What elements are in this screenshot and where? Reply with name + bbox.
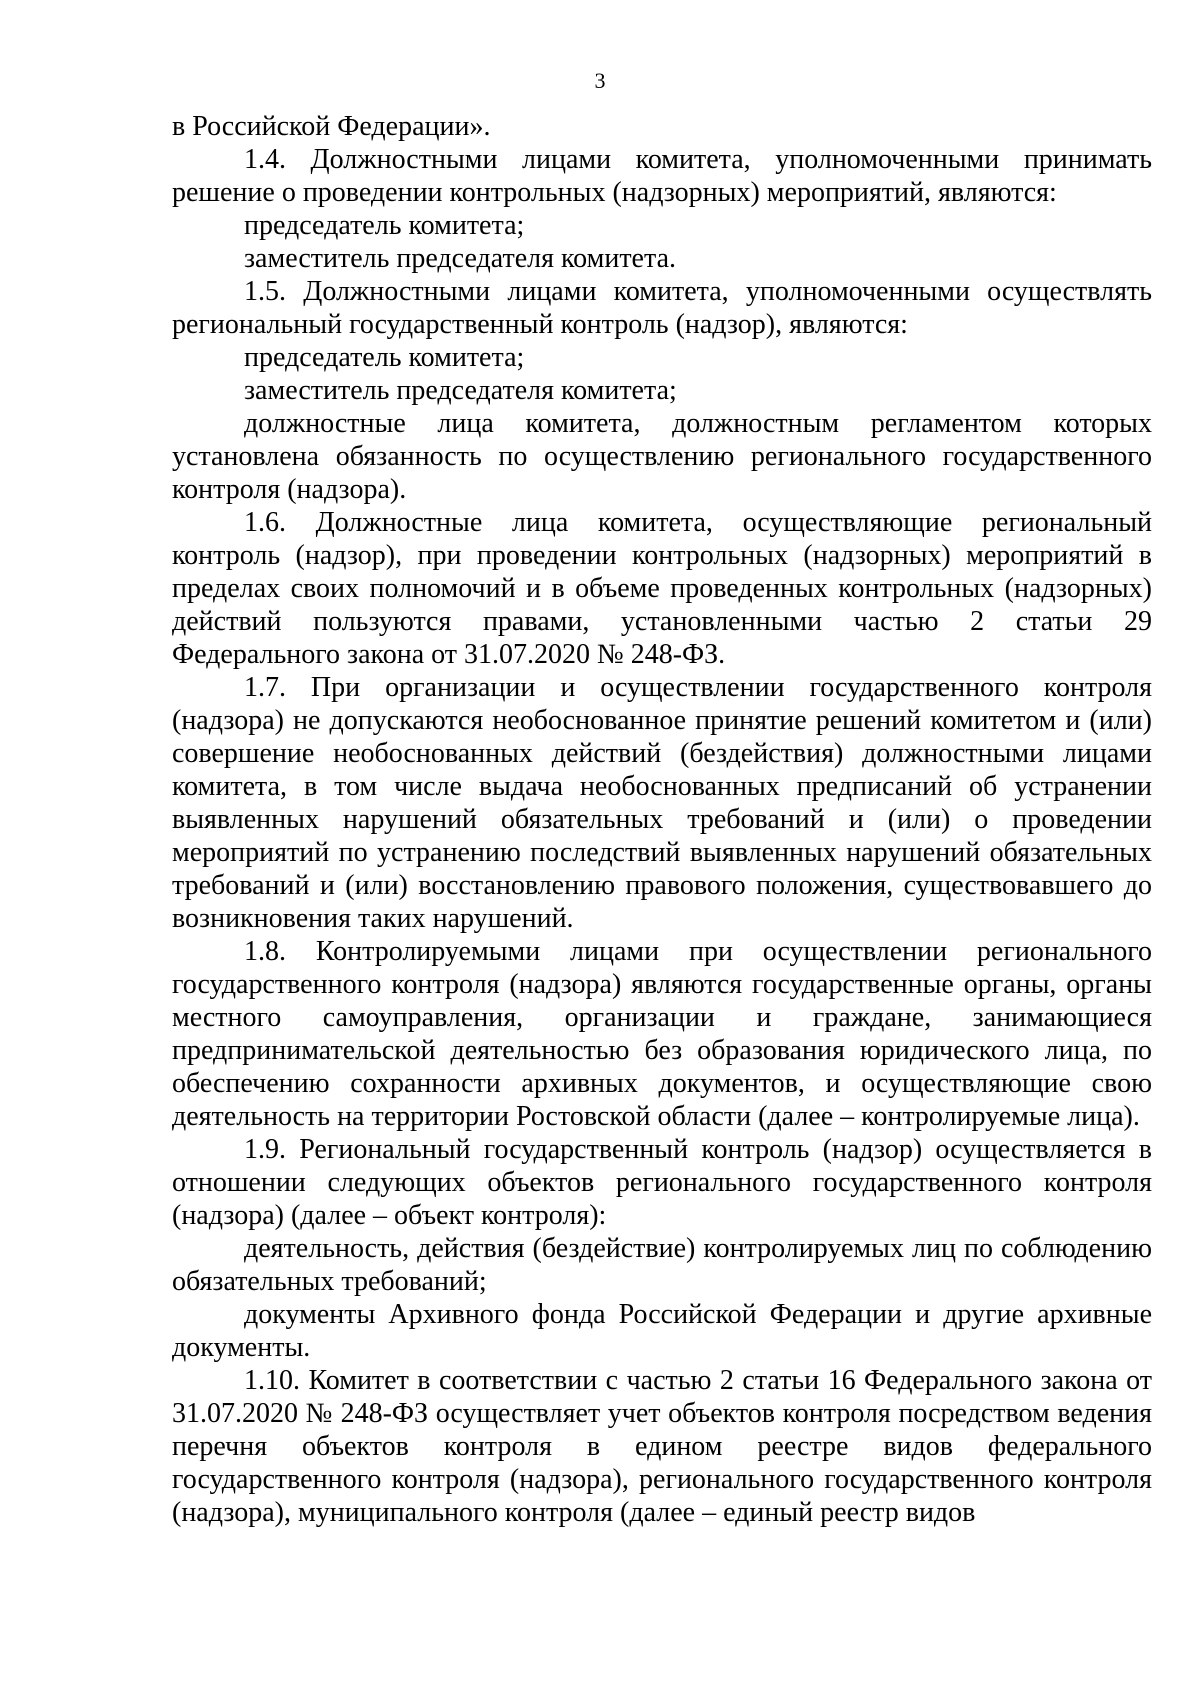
document-body	[172, 110, 1152, 1529]
paragraph-1-10: 1.10. Комитет в соответствии с частью 2 статьи 16 Федерального закона от 31.07.2020 № 248-ФЗ осуществляет учет объектов контроля посредством ведения перечня объектов контроля в едином реестре видов федерального государственного контроля (надзора), регионального государственного контроля (надзора), муниципального контроля (далее – единый реестр видов	[172, 1365, 1152, 1528]
paragraph-1-9: 1.9. Региональный государственный контроль (надзор) осуществляется в отношении следующих объектов регионального государственного контроля (надзора) (далее – объект контроля):	[172, 1134, 1152, 1231]
paragraph-1-6: 1.6. Должностные лица комитета, осуществляющие региональный контроль (надзор), при проведении контрольных (надзорных) мероприятий в пределах своих полномочий и в объеме проведенных контрольных (надзорных) действий пользуются правами, установленными частью 2 статьи 29 Федерального закона от 31.07.2020 № 248-ФЗ.	[172, 507, 1152, 670]
paragraph-list-item: председатель комитета;	[244, 210, 525, 241]
paragraph-list-item: председатель комитета;	[244, 342, 525, 373]
paragraph-list-item: заместитель председателя комитета;	[244, 375, 677, 406]
paragraph-list-item: документы Архивного фонда Российской Федерации и другие архивные документы.	[172, 1299, 1152, 1363]
paragraph-continuation: в Российской Федерации».	[172, 111, 491, 142]
paragraph-list-item: заместитель председателя комитета.	[244, 243, 676, 274]
page-number: 3	[594, 68, 606, 93]
paragraph-list-item: деятельность, действия (бездействие) контролируемых лиц по соблюдению обязательных требований;	[172, 1233, 1152, 1297]
paragraph-list-item: должностные лица комитета, должностным регламентом которых установлена обязанность по осуществлению регионального государственного контроля (надзора).	[172, 408, 1152, 505]
paragraph-1-5: 1.5. Должностными лицами комитета, уполномоченными осуществлять региональный государственный контроль (надзор), являются:	[172, 276, 1152, 340]
paragraph-1-8: 1.8. Контролируемыми лицами при осуществлении регионального государственного контроля (надзора) являются государственные органы, органы местного самоуправления, организации и граждане, занимающиеся предпринимательской деятельностью без образования юридического лица, по обеспечению сохранности архивных документов, и осуществляющие свою деятельность на территории Ростовской области (далее – контролируемые лица).	[172, 936, 1152, 1132]
paragraph-1-4: 1.4. Должностными лицами комитета, уполномоченными принимать решение о проведении контрольных (надзорных) мероприятий, являются:	[172, 144, 1152, 208]
paragraph-1-7: 1.7. При организации и осуществлении государственного контроля (надзора) не допускаются необоснованное принятие решений комитетом и (или) совершение необоснованных действий (бездействия) должностными лицами комитета, в том числе выдача необоснованных предписаний об устранении выявленных нарушений обязательных требований и (или) о проведении мероприятий по устранению последствий выявленных нарушений обязательных требований и (или) восстановлению правового положения, существовавшего до возникновения таких нарушений.	[172, 672, 1152, 934]
